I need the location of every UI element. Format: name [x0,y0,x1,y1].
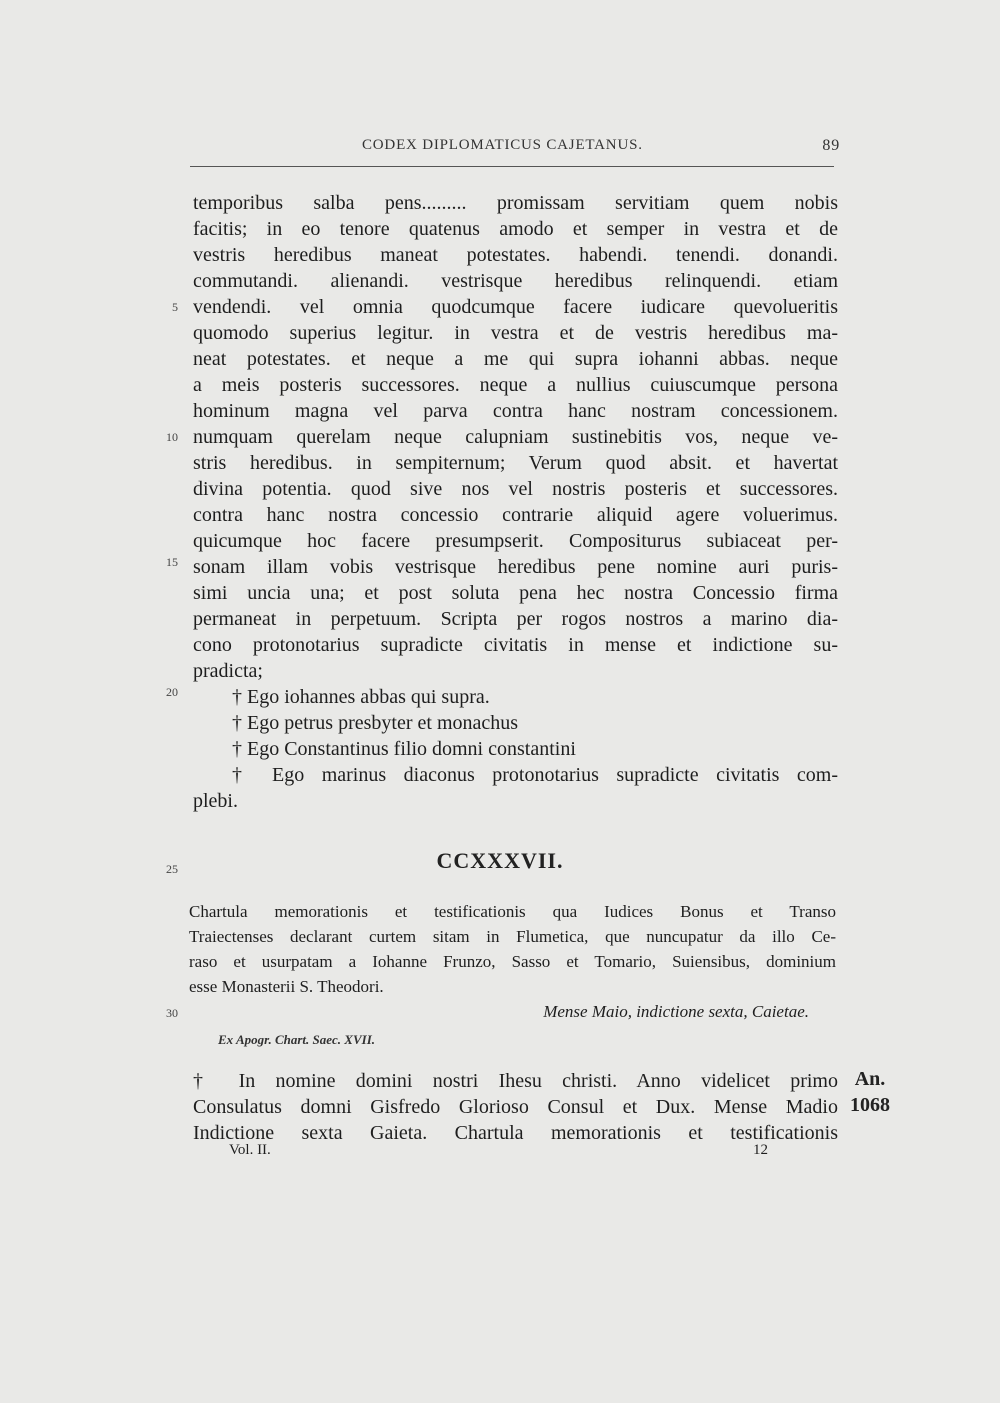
body-line: contra hanc nostra concessio contrarie aliquid agere voluerimus. [193,504,838,526]
summary-line: raso et usurpatam a Iohanne Frunzo, Sasso et Tomario, Suiensibus, dominium [189,952,836,971]
body-line: stris heredibus. in sempiternum; Verum quod absit. et havertat [193,452,838,474]
running-head [190,137,840,159]
margin-label: An. [854,1068,886,1090]
signature-line: † Ego petrus presbyter et monachus [232,712,519,734]
body-line: a meis posteris successores. neque a nullius cuiuscumque persona [193,374,838,396]
margin-year: 1068 [850,1094,890,1116]
body-line: divina potentia. quod sive nos vel nostris posteris et successores. [193,478,838,500]
body-line: simi uncia una; et post soluta pena hec nostra Concessio firma [193,582,838,604]
source-note: Ex Apogr. Chart. Saec. XVII. [218,1032,376,1047]
charter-line: Consulatus domni Gisfredo Glorioso Consul et Dux. Mense Madio [193,1096,838,1118]
body-line: neat potestates. et neque a me qui supra iohanni abbas. neque [193,348,838,370]
line-number: 5 [172,300,178,314]
running-title: CODEX DIPLOMATICUS CAJETANUS. [362,137,643,153]
signature-line: † Ego iohannes abbas qui supra. [232,686,490,708]
line-number: 30 [166,1006,178,1020]
body-line: facitis; in eo tenore quatenus amodo et semper in vestra et de [193,218,838,240]
summary-line: esse Monasterii S. Theodori. [189,977,384,996]
line-number: 25 [166,862,178,876]
line-number: 20 [166,685,178,699]
body-line: cono protonotarius supradicte civitatis in mense et indictione su- [193,634,838,656]
document-number: CCXXXVII. [436,848,564,873]
body-line: temporibus salba pens......... promissam servitiam quem nobis [193,192,838,214]
body-line: numquam querelam neque calupniam sustinebitis vos, neque ve- [193,426,838,448]
charter-line: Indictione sexta Gaieta. Chartula memorationis et testificationis [193,1122,838,1144]
body-line: vestris heredibus maneat potestates. habendi. tenendi. donandi. [193,244,838,266]
signature-line: † Ego marinus diaconus protonotarius supradicte civitatis com- [232,764,838,786]
line-number: 10 [166,430,178,444]
charter-line: † In nomine domini nostri Ihesu christi. Anno videlicet primo [193,1070,838,1092]
summary-line: Traiectenses declarant curtem sitam in Flumetica, que nuncupatur da illo Ce- [189,927,836,946]
header-rule [190,166,834,167]
body-line: sonam illam vobis vestrisque heredibus pene nomine auri puris- [193,556,838,578]
body-line: pradicta; [193,660,263,682]
line-number: 15 [166,555,178,569]
dateline: Mense Maio, indictione sexta, Caietae. [543,1002,809,1021]
summary-line: Chartula memorationis et testificationis qua Iudices Bonus et Transo [189,902,836,921]
volume-label: Vol. II. [229,1142,271,1158]
body-line: permaneat in perpetuum. Scripta per rogos nostros a marino dia- [193,608,838,630]
body-line: quomodo superius legitur. in vestra et de vestris heredibus ma- [193,322,838,344]
signature-line: † Ego Constantinus filio domni constantini [232,738,576,760]
body-line: vendendi. vel omnia quodcumque facere iudicare quevolueritis [193,296,838,318]
body-line: plebi. [193,790,238,812]
body-line: quicumque hoc facere presumpserit. Compositurus subiaceat per- [193,530,838,552]
body-line: commutandi. alienandi. vestrisque heredibus relinquendi. etiam [193,270,838,292]
page-number: 89 [822,137,840,154]
body-line: hominum magna vel parva contra hanc nostram concessionem. [193,400,838,422]
signature-mark: 12 [753,1142,768,1158]
